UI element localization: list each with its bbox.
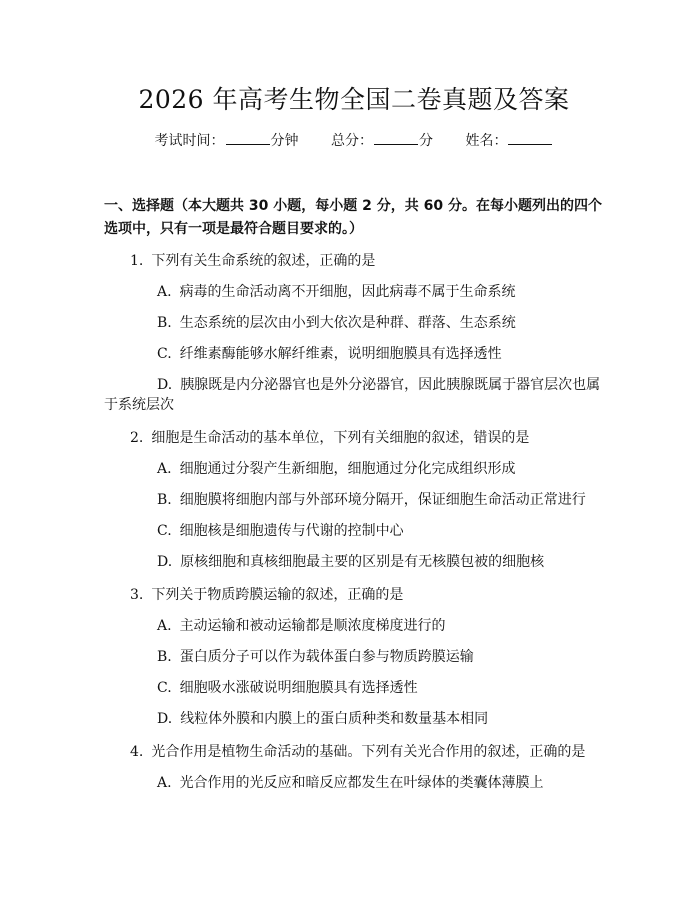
- question-4: [104, 742, 604, 793]
- option-b: [104, 313, 604, 333]
- option-label: A.: [157, 618, 172, 634]
- question-3: [104, 585, 604, 729]
- total-score-unit: 分: [419, 133, 433, 149]
- option-text: 线粒体外膜和内膜上的蛋白质种类和数量基本相同: [180, 711, 489, 727]
- exam-time-blank: [226, 130, 270, 145]
- option-label: A.: [157, 775, 172, 791]
- option-label: A.: [157, 284, 172, 300]
- option-text: 胰腺既是内分泌器官也是外分泌器官，因此胰腺既属于器官层次也属于系统层次: [104, 377, 601, 413]
- option-c: [104, 678, 604, 698]
- option-label: A.: [157, 461, 172, 477]
- option-label: B.: [157, 492, 172, 508]
- option-text: 纤维素酶能够水解纤维素，说明细胞膜具有选择透性: [179, 346, 502, 362]
- option-label: C.: [157, 346, 172, 362]
- option-b: [104, 647, 604, 667]
- option-text: 细胞膜将细胞内部与外部环境分隔开，保证细胞生命活动正常进行: [179, 492, 586, 508]
- question-2: [104, 428, 604, 572]
- question-number: 2.: [130, 430, 144, 446]
- option-text: 细胞核是细胞遗传与代谢的控制中心: [179, 523, 404, 539]
- option-d: [104, 552, 604, 572]
- exam-info-line: [104, 130, 604, 151]
- question-text: 下列关于物质跨膜运输的叙述，正确的是: [151, 587, 404, 603]
- option-text: 原核细胞和真核细胞最主要的区别是有无核膜包被的细胞核: [180, 554, 545, 570]
- option-label: D.: [157, 377, 173, 393]
- question-number: 3.: [130, 587, 144, 603]
- total-score-blank: [374, 130, 418, 145]
- option-text: 细胞通过分裂产生新细胞，细胞通过分化完成组织形成: [179, 461, 516, 477]
- option-a: [104, 282, 604, 302]
- total-score-label: 总分：: [331, 133, 373, 149]
- option-text: 生态系统的层次由小到大依次是种群、群落、生态系统: [179, 315, 516, 331]
- question-stem: [104, 428, 604, 448]
- option-text: 蛋白质分子可以作为载体蛋白参与物质跨膜运输: [179, 649, 474, 665]
- option-d: [104, 709, 604, 729]
- option-label: B.: [157, 315, 172, 331]
- option-text: 细胞吸水涨破说明细胞膜具有选择透性: [179, 680, 418, 696]
- question-text: 下列有关生命系统的叙述，正确的是: [151, 253, 376, 269]
- exam-time-label: 考试时间：: [154, 133, 225, 149]
- option-text: 光合作用的光反应和暗反应都发生在叶绿体的类囊体薄膜上: [179, 775, 544, 791]
- option-label: B.: [157, 649, 172, 665]
- option-label: D.: [157, 554, 173, 570]
- question-text: 细胞是生命活动的基本单位，下列有关细胞的叙述，错误的是: [151, 430, 530, 446]
- option-a: [104, 616, 604, 636]
- option-c: [104, 344, 604, 364]
- option-label: C.: [157, 523, 172, 539]
- question-stem: [104, 585, 604, 605]
- section-heading: 一、选择题（本大题共 30 小题，每小题 2 分，共 60 分。在每小题列出的四个选项中，只有一项是最符合题目要求的。）: [104, 198, 602, 237]
- question-text: 光合作用是植物生命活动的基础。下列有关光合作用的叙述，正确的是: [151, 744, 586, 760]
- question-1: [104, 251, 604, 415]
- option-text: 主动运输和被动运输都是顺浓度梯度进行的: [179, 618, 446, 634]
- question-number: 4.: [130, 744, 144, 760]
- page-title: 2026 年高考生物全国二卷真题及答案: [138, 85, 570, 114]
- student-name-label: 姓名：: [465, 133, 508, 149]
- question-number: 1.: [130, 253, 144, 269]
- exam-time-field: [155, 130, 299, 151]
- total-score-field: [331, 130, 433, 151]
- option-a: [104, 459, 604, 479]
- exam-time-unit: 分钟: [270, 133, 299, 149]
- option-b: [104, 490, 604, 510]
- question-stem: [104, 251, 604, 271]
- option-c: [104, 521, 604, 541]
- question-stem: [104, 742, 604, 762]
- option-label: D.: [157, 711, 173, 727]
- student-name-blank: [508, 130, 552, 145]
- option-label: C.: [157, 680, 172, 696]
- student-name-field: [465, 130, 553, 151]
- option-a: [104, 773, 604, 793]
- option-d: [104, 375, 604, 415]
- option-text: 病毒的生命活动离不开细胞，因此病毒不属于生命系统: [179, 284, 516, 300]
